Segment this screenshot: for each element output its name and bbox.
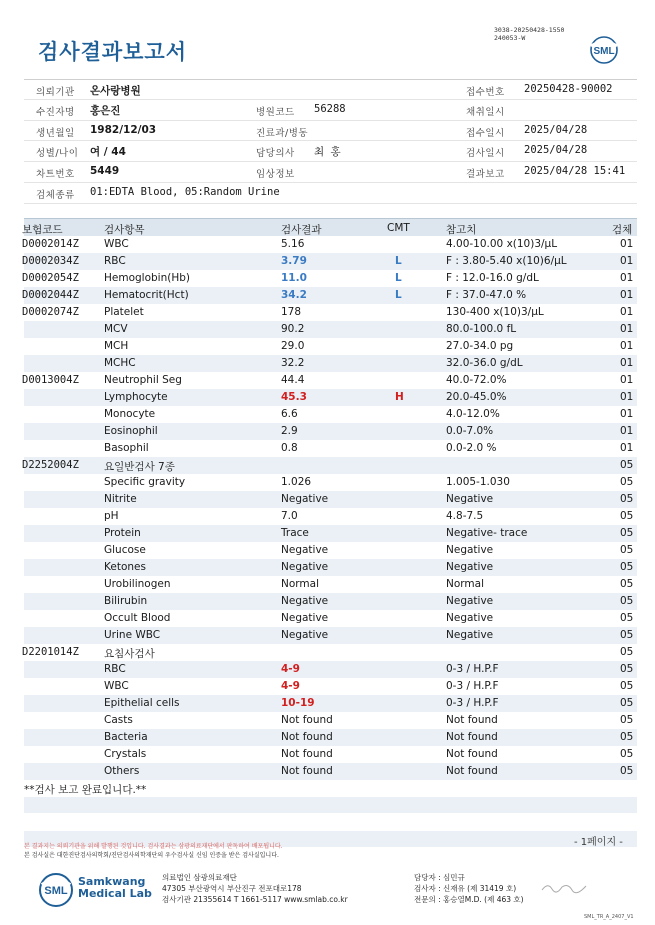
collection-date-label: 채취일시 (466, 106, 505, 118)
patient-info (24, 79, 637, 204)
row-ref: Negative (446, 544, 494, 556)
table-row (24, 338, 637, 355)
document-id-line2: 240053-W (494, 34, 526, 42)
row-cmt: L (395, 272, 402, 284)
row-result: 11.0 (281, 272, 307, 284)
disclaimer-note: 본 결과지는 의뢰기관을 위해 발행된 것입니다. 검사결과는 삼광의료재단에서 판독하여 배포됩니다. (24, 843, 283, 850)
patient-label: 수진자명 (36, 106, 75, 118)
form-code: SML_TR_A_2407_V1 (584, 914, 634, 920)
row-result: Negative (281, 629, 329, 641)
row-name: Protein (104, 527, 141, 539)
sml-logo-icon (586, 36, 622, 64)
table-row (24, 304, 637, 321)
row-name: Urobilinogen (104, 578, 171, 590)
doctor-value: 최 홍 (314, 146, 341, 159)
table-row (24, 746, 637, 763)
table-row (24, 440, 637, 457)
row-result: Negative (281, 595, 329, 607)
footer-staff-manager: 담당자 : 심민규 (414, 873, 465, 882)
row-name: Monocyte (104, 408, 156, 420)
row-name: MCHC (104, 357, 136, 369)
row-name: Specific gravity (104, 476, 186, 488)
row-ref: Normal (446, 578, 484, 590)
header-spec: 검체 (612, 224, 633, 236)
footer-staff (414, 872, 524, 905)
table-row (24, 695, 637, 712)
header-cmt: CMT (387, 222, 410, 234)
hospital-value: 온사랑병원 (90, 85, 141, 97)
row-cmt: L (395, 289, 402, 301)
sex-age-label: 성별/나이 (36, 148, 79, 160)
row-result: 3.79 (281, 255, 307, 267)
row-ref: 4.00-10.00 x(10)3/μL (446, 238, 558, 250)
row-ref: F : 12.0-16.0 g/dL (446, 272, 539, 284)
row-spec: 05 (620, 765, 634, 777)
results-body (24, 236, 637, 780)
header-name: 검사항목 (104, 224, 145, 236)
test-date-label: 검사일시 (466, 148, 505, 160)
row-name: Bacteria (104, 731, 148, 743)
results-header (24, 218, 637, 236)
row-name: WBC (104, 680, 129, 692)
row-spec: 05 (620, 731, 634, 743)
row-result: 4-9 (281, 680, 300, 692)
report-complete-text: **검사 보고 완료입니다.** (24, 784, 147, 796)
row-code: D0002054Z (22, 272, 79, 284)
table-row (24, 287, 637, 304)
row-result: Negative (281, 561, 329, 573)
results-table (24, 218, 637, 797)
hospital-code-label: 병원코드 (256, 106, 295, 118)
footer-brand-line2: Medical Lab (78, 887, 152, 900)
row-ref: 4.8-7.5 (446, 510, 484, 522)
row-ref: 0.0-2.0 % (446, 442, 497, 454)
row-spec: 05 (620, 680, 634, 692)
row-ref: 130-400 x(10)3/μL (446, 306, 544, 318)
row-spec: 05 (620, 629, 634, 641)
row-ref: Negative (446, 493, 494, 505)
row-result: Not found (281, 714, 333, 726)
row-spec: 05 (620, 595, 634, 607)
receipt-no-value: 20250428-90002 (524, 83, 613, 95)
row-code: D2252004Z (22, 459, 79, 471)
specimen-label: 검체종류 (36, 189, 75, 201)
table-row (24, 270, 637, 287)
row-ref: F : 37.0-47.0 % (446, 289, 527, 301)
row-name: Lymphocyte (104, 391, 168, 403)
row-spec: 05 (620, 663, 634, 675)
row-name: Platelet (104, 306, 144, 318)
row-spec: 01 (620, 374, 634, 386)
row-name: RBC (104, 663, 126, 675)
footer-inst-address: 47305 부산광역시 부산진구 전포대로178 (162, 884, 302, 893)
row-code: D0002014Z (22, 238, 79, 250)
info-row-1 (24, 79, 637, 100)
signature-icon (540, 880, 590, 894)
row-ref: 32.0-36.0 g/dL (446, 357, 523, 369)
row-spec: 05 (620, 561, 634, 573)
row-ref: 0.0-7.0% (446, 425, 494, 437)
row-spec: 01 (620, 442, 634, 454)
row-ref: Negative (446, 595, 494, 607)
header-ref: 참고치 (446, 224, 477, 236)
footer-staff-tester: 검사자 : 신재유 (제 31419 호) (414, 884, 517, 893)
patient-value: 홍은진 (90, 104, 121, 117)
row-result: Not found (281, 748, 333, 760)
row-spec: 01 (620, 357, 634, 369)
document-id (494, 26, 564, 42)
row-result: 4-9 (281, 663, 300, 675)
row-result: 44.4 (281, 374, 305, 386)
info-row-3 (24, 121, 637, 142)
table-row (24, 389, 637, 406)
row-result: Not found (281, 765, 333, 777)
row-ref: 0-3 / H.P.F (446, 663, 499, 675)
row-result: 34.2 (281, 289, 307, 301)
row-name: Basophil (104, 442, 149, 454)
row-name: Bilirubin (104, 595, 148, 607)
row-cmt: L (395, 255, 402, 267)
row-name: Crystals (104, 748, 147, 760)
row-spec: 05 (620, 527, 634, 539)
row-result: 45.3 (281, 391, 307, 403)
table-row (24, 474, 637, 491)
table-row (24, 321, 637, 338)
document-id-line1: 3038-20250428-1550 (494, 26, 565, 34)
row-name: Hematocrit(Hct) (104, 289, 189, 301)
row-result: 6.6 (281, 408, 298, 420)
row-spec: 05 (620, 459, 634, 471)
row-name: Occult Blood (104, 612, 171, 624)
report-complete-row (24, 780, 637, 797)
row-result: Trace (281, 527, 309, 539)
row-spec: 01 (620, 323, 634, 335)
row-result: 29.0 (281, 340, 305, 352)
row-ref: Not found (446, 748, 498, 760)
row-spec: 05 (620, 697, 634, 709)
row-spec: 05 (620, 510, 634, 522)
row-name: WBC (104, 238, 129, 250)
table-row (24, 491, 637, 508)
row-spec: 05 (620, 578, 634, 590)
row-code: D0013004Z (22, 374, 79, 386)
report-value: 2025/04/28 15:41 (524, 165, 626, 178)
row-result: 10-19 (281, 697, 315, 709)
row-name: 요일반검사 7종 (104, 461, 175, 473)
receipt-no-label: 접수번호 (466, 87, 505, 98)
row-spec: 01 (620, 306, 634, 318)
row-spec: 01 (620, 408, 634, 420)
chart-no-value: 5449 (90, 165, 120, 178)
table-row (24, 559, 637, 576)
dob-value: 1982/12/03 (90, 123, 157, 136)
row-ref: 40.0-72.0% (446, 374, 507, 386)
row-result: 1.026 (281, 476, 312, 488)
row-ref: Negative (446, 561, 494, 573)
row-ref: 1.005-1.030 (446, 476, 510, 488)
sml-footer-logo-text: SML (44, 885, 68, 897)
row-ref: 20.0-45.0% (446, 391, 507, 403)
row-ref: Negative (446, 629, 494, 641)
hospital-code-value: 56288 (314, 102, 346, 115)
page-title: 검사결과보고서 (38, 40, 188, 64)
row-ref: 0-3 / H.P.F (446, 697, 499, 709)
row-result: 90.2 (281, 323, 305, 335)
doctor-label: 담당의사 (256, 148, 295, 160)
row-name: Glucose (104, 544, 146, 556)
row-result: 178 (281, 306, 302, 318)
row-spec: 05 (620, 748, 634, 760)
row-spec: 05 (620, 646, 634, 658)
footer-inst-name: 의료법인 삼광의료재단 (162, 873, 237, 882)
row-ref: F : 3.80-5.40 x(10)6/μL (446, 255, 567, 267)
footer-brand-line1: Samkwang (78, 875, 146, 888)
row-ref: Not found (446, 731, 498, 743)
footer-brand (78, 876, 152, 900)
footer-staff-specialist: 전문의 : 홍승열M.D. (제 463 호) (414, 895, 524, 904)
accreditation-note: 본 검사실은 대한진단검사의학회/진단검사의학재단의 우수검사실 신임 인증을 받은 검사실입니다. (24, 852, 279, 859)
receipt-date-value: 2025/04/28 (524, 123, 588, 136)
row-name: Ketones (104, 561, 146, 573)
row-code: D2201014Z (22, 646, 79, 658)
test-date-value: 2025/04/28 (524, 144, 588, 157)
row-name: Urine WBC (104, 629, 161, 641)
row-result: 0.8 (281, 442, 298, 454)
row-spec: 01 (620, 425, 634, 437)
row-result: 2.9 (281, 425, 298, 437)
info-row-5 (24, 162, 637, 183)
row-ref: Negative- trace (446, 527, 528, 539)
table-row (24, 236, 637, 253)
table-row (24, 508, 637, 525)
row-result: Negative (281, 612, 329, 624)
row-result: 5.16 (281, 238, 305, 250)
table-row (24, 576, 637, 593)
specimen-value: 01:EDTA Blood, 05:Random Urine (90, 185, 280, 198)
row-spec: 01 (620, 238, 634, 250)
table-row (24, 406, 637, 423)
row-name: Nitrite (104, 493, 137, 505)
row-ref: Not found (446, 765, 498, 777)
row-name: Epithelial cells (104, 697, 180, 709)
dept-label: 진료과/병동 (256, 127, 309, 139)
sex-age-value: 여 / 44 (90, 146, 126, 159)
table-row (24, 542, 637, 559)
table-row (24, 253, 637, 270)
row-result: Normal (281, 578, 319, 590)
row-name: MCV (104, 323, 128, 335)
row-name: Eosinophil (104, 425, 158, 437)
row-result: 7.0 (281, 510, 298, 522)
report-label: 결과보고 (466, 169, 505, 181)
row-spec: 01 (620, 289, 634, 301)
table-row (24, 593, 637, 610)
row-spec: 01 (620, 272, 634, 284)
row-name: 요침사검사 (104, 648, 155, 660)
hospital-label: 의뢰기관 (36, 87, 75, 98)
row-spec: 05 (620, 544, 634, 556)
row-name: Hemoglobin(Hb) (104, 272, 191, 284)
table-row (24, 661, 637, 678)
row-result: Not found (281, 731, 333, 743)
row-ref: 0-3 / H.P.F (446, 680, 499, 692)
page-number: - 1페이지 - (574, 837, 623, 848)
receipt-date-label: 접수일시 (466, 127, 505, 139)
row-name: Others (104, 765, 140, 777)
row-spec: 01 (620, 340, 634, 352)
row-ref: Not found (446, 714, 498, 726)
table-row (24, 729, 637, 746)
sml-logo-text: SML (593, 46, 615, 57)
table-row (24, 763, 637, 780)
row-name: Casts (104, 714, 133, 726)
row-result: Negative (281, 493, 329, 505)
row-ref: 80.0-100.0 fL (446, 323, 517, 335)
table-row (24, 355, 637, 372)
row-spec: 05 (620, 612, 634, 624)
row-ref: 27.0-34.0 pg (446, 340, 514, 352)
row-code: D0002044Z (22, 289, 79, 301)
table-row (24, 457, 637, 474)
table-row (24, 372, 637, 389)
row-spec: 01 (620, 255, 634, 267)
header-result: 검사결과 (281, 224, 322, 236)
info-row-2 (24, 100, 637, 121)
row-name: Neutrophil Seg (104, 374, 182, 386)
table-row (24, 525, 637, 542)
table-row (24, 712, 637, 729)
table-row (24, 644, 637, 661)
row-result: 32.2 (281, 357, 305, 369)
row-ref: Negative (446, 612, 494, 624)
footer-institution (162, 872, 348, 905)
footer-inst-contact: 검사기관 21355614 T 1661-5117 www.smlab.co.kr (162, 895, 348, 904)
table-row (24, 423, 637, 440)
row-cmt: H (395, 391, 404, 403)
row-name: pH (104, 510, 119, 522)
blank-bar (24, 797, 637, 813)
clinical-label: 임상정보 (256, 169, 295, 181)
row-spec: 05 (620, 714, 634, 726)
table-row (24, 678, 637, 695)
row-spec: 05 (620, 493, 634, 505)
header-code: 보험코드 (22, 224, 63, 236)
dob-label: 생년월일 (36, 127, 75, 139)
sml-footer-logo-icon (38, 872, 74, 908)
info-row-4 (24, 141, 637, 162)
row-name: RBC (104, 255, 126, 267)
table-row (24, 610, 637, 627)
row-ref: 4.0-12.0% (446, 408, 500, 420)
row-code: D0002074Z (22, 306, 79, 318)
row-name: MCH (104, 340, 129, 352)
row-result: Negative (281, 544, 329, 556)
row-spec: 01 (620, 391, 634, 403)
row-spec: 05 (620, 476, 634, 488)
chart-no-label: 차트번호 (36, 169, 75, 181)
table-row (24, 627, 637, 644)
row-code: D0002034Z (22, 255, 79, 267)
info-row-6 (24, 183, 637, 204)
